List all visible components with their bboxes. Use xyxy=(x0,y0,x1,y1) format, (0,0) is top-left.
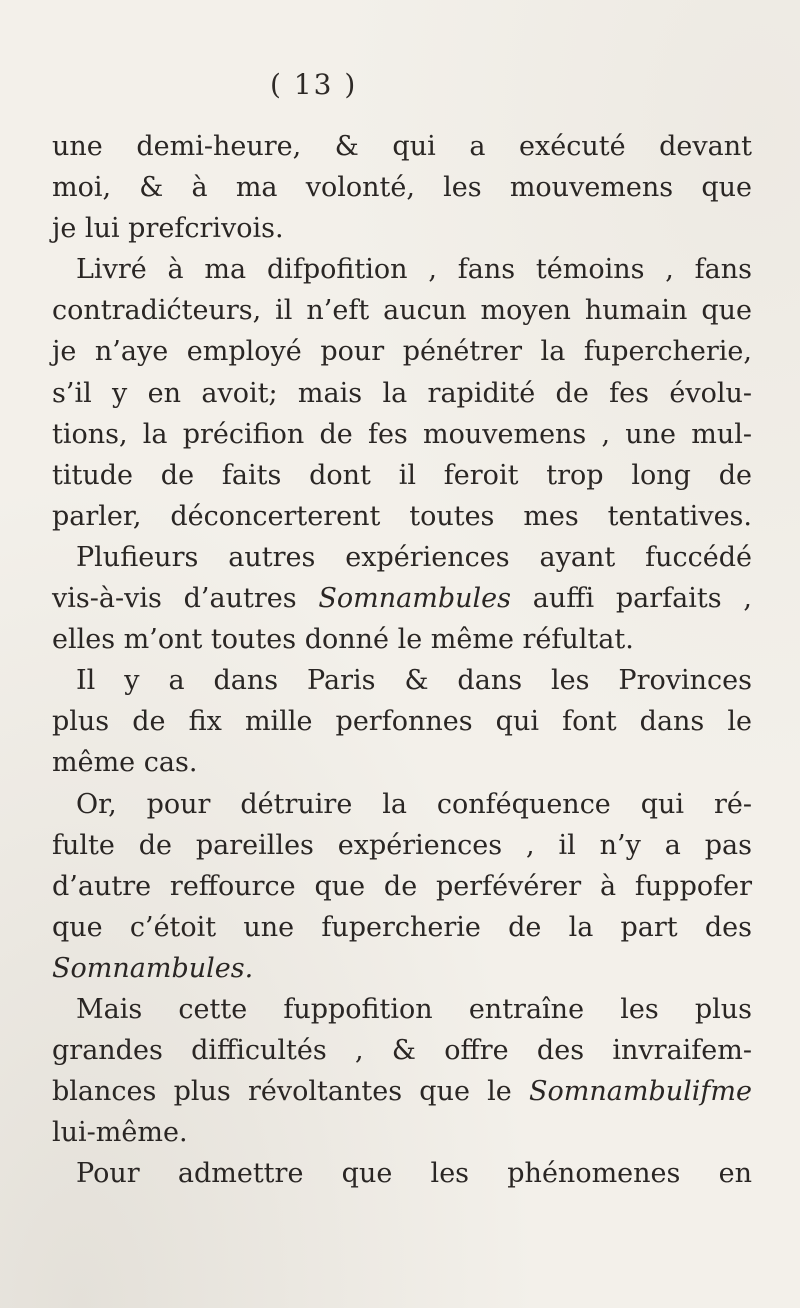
text-line: Mais cette fuppofition entraîne les plus xyxy=(76,993,752,1025)
text-line: vis-à-vis d’autres Somnambules auffi parfaits , xyxy=(52,583,752,615)
text-line: Plufieurs autres expériences ayant fuccédé xyxy=(76,541,752,573)
text-line: lui-même. xyxy=(52,1117,188,1149)
text-line: je n’aye employé pour pénétrer la fupercherie, xyxy=(52,336,752,368)
text-line: fulte de pareilles expériences , il n’y a pas xyxy=(52,829,752,861)
text-line: Livré à ma difpofition , fans témoins , fans xyxy=(76,254,752,286)
italic-term: Somnambules xyxy=(318,583,511,615)
text-line: d’autre reffource que de perfévérer à fuppofer xyxy=(52,870,752,902)
text-line xyxy=(52,948,752,989)
text-line: plus de fix mille perfonnes qui font dans le xyxy=(52,706,752,738)
text-line: blances plus révoltantes que le Somnambulifme xyxy=(52,1076,752,1108)
text-line: parler, déconcerterent toutes mes tentatives. xyxy=(52,500,752,532)
italic-term: Somnambules. xyxy=(52,952,254,984)
text-line: une demi-heure, & qui a exécuté devant xyxy=(52,131,752,162)
body-text xyxy=(52,126,752,1194)
text-line: même cas. xyxy=(52,747,198,779)
text-line: je lui prefcrivois. xyxy=(52,213,284,245)
page-number: ( 13 ) xyxy=(270,68,358,101)
text-line: moi, & à ma volonté, les mouvemens que xyxy=(52,172,752,204)
text-line: Il y a dans Paris & dans les Provinces xyxy=(76,665,752,697)
text-line: que c’étoit une fupercherie de la part des xyxy=(52,911,752,943)
text-line: Or, pour détruire la conféquence qui ré- xyxy=(76,788,752,820)
text-line: s’il y en avoit; mais la rapidité de fes évolu- xyxy=(52,377,752,409)
text-line: titude de faits dont il feroit trop long de xyxy=(52,459,752,491)
text-line: tions, la précifion de fes mouvemens , une mul- xyxy=(52,418,752,450)
text-line: Pour admettre que les phénomenes en xyxy=(76,1158,752,1190)
text-line: grandes difficultés , & offre des invraifem- xyxy=(52,1035,752,1067)
text-line: contradićteurs, il n’eft aucun moyen humain que xyxy=(52,295,752,327)
text-line: elles m’ont toutes donné le même réfultat. xyxy=(52,624,634,656)
italic-term: Somnambulifme xyxy=(529,1076,752,1108)
